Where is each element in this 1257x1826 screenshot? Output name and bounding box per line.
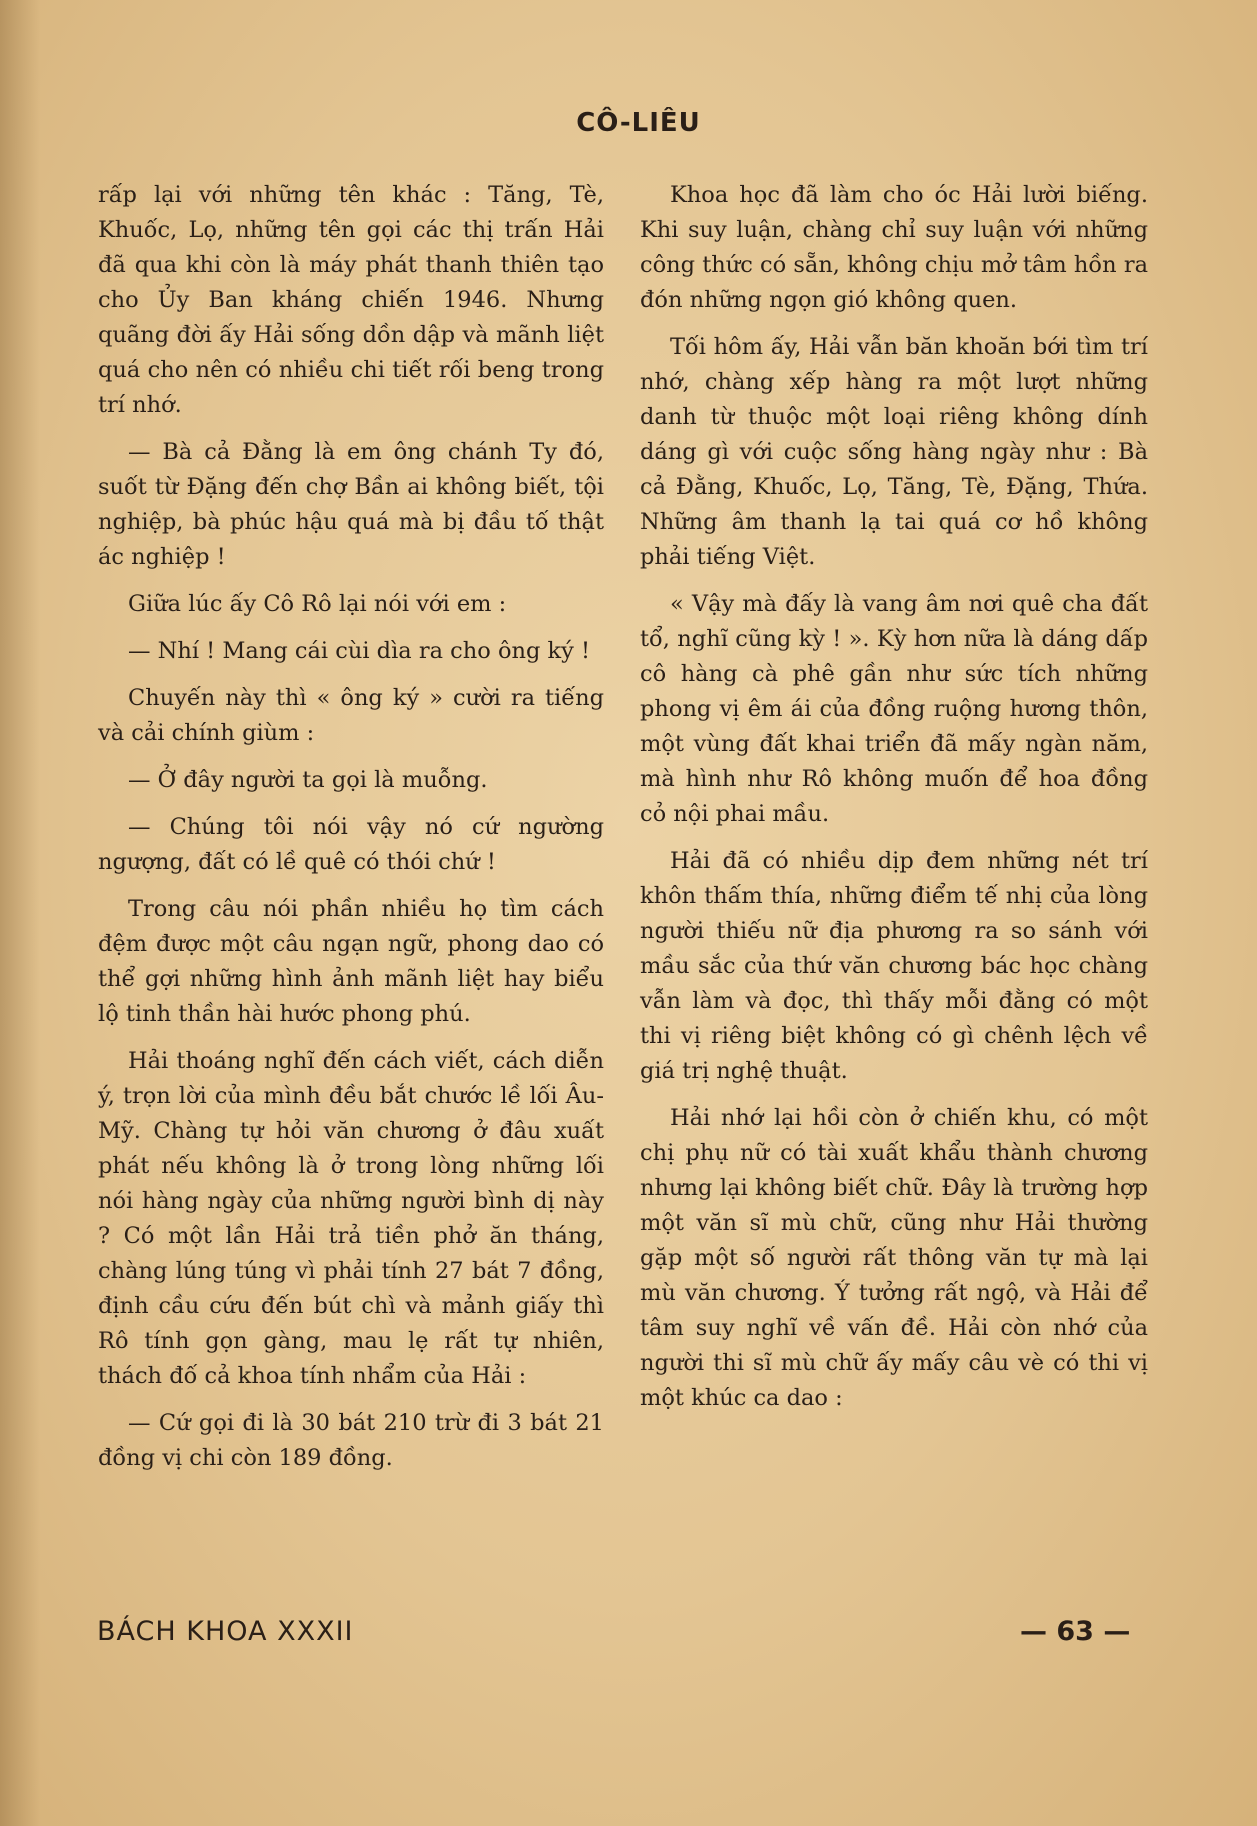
paragraph: Tối hôm ấy, Hải vẫn băn khoăn bới tìm trí nhớ, chàng xếp hàng ra một lượt những danh từ thuộc một loại riêng không dính dáng gì với cuộc sống hàng ngày như : Bà cả Đằng, Khuốc, Lọ, Tăng, Tè, Đặng, Thứa. Những âm thanh lạ tai quá cơ hồ không phải tiếng Việt.	[640, 334, 1148, 570]
right-column	[640, 178, 1148, 1428]
page-edge-shadow	[0, 0, 40, 1826]
page-number: — 63 —	[1020, 1616, 1131, 1647]
paragraph: — Chúng tôi nói vậy nó cứ ngường ngượng, đất có lề quê có thói chứ !	[98, 814, 604, 875]
paragraph: Trong câu nói phần nhiều họ tìm cách đệm được một câu ngạn ngữ, phong dao có thể gợi những hình ảnh mãnh liệt hay biểu lộ tinh thần hài hước phong phú.	[98, 896, 604, 1027]
magazine-name: BÁCH KHOA XXXII	[97, 1616, 354, 1647]
paragraph: — Cứ gọi đi là 30 bát 210 trừ đi 3 bát 21 đồng vị chi còn 189 đồng.	[98, 1410, 604, 1471]
paragraph: — Ở đây người ta gọi là muỗng.	[128, 767, 488, 793]
paragraph: rấp lại với những tên khác : Tăng, Tè, Khuốc, Lọ, những tên gọi các thị trấn Hải đã qua khi còn là máy phát thanh thiên tạo cho Ủy Ban kháng chiến 1946. Nhưng quãng đời ấy Hải sống dồn dập và mãnh liệt quá cho nên có nhiều chi tiết rối beng trong trí nhớ.	[98, 182, 604, 418]
paragraph: Hải thoáng nghĩ đến cách viết, cách diễn ý, trọn lời của mình đều bắt chước lề lối Âu-Mỹ. Chàng tự hỏi văn chương ở đâu xuất phát nếu không là ở trong lòng những lối nói hàng ngày của những người bình dị này ? Có một lần Hải trả tiền phở ăn tháng, chàng lúng túng vì phải tính 27 bát 7 đồng, định cầu cứu đến bút chì và mảnh giấy thì Rô tính gọn gàng, mau lẹ rất tự nhiên, thách đố cả khoa tính nhẩm của Hải :	[98, 1048, 604, 1389]
paragraph: — Nhí ! Mang cái cùi dìa ra cho ông ký !	[128, 638, 591, 664]
paragraph: Giữa lúc ấy Cô Rô lại nói với em :	[128, 591, 507, 617]
paragraph: Hải nhớ lại hồi còn ở chiến khu, có một chị phụ nữ có tài xuất khẩu thành chương nhưng lại không biết chữ. Đây là trường hợp một văn sĩ mù chữ, cũng như Hải thường gặp một số người rất thông văn tự mà lại mù văn chương. Ý tưởng rất ngộ, và Hải để tâm suy nghĩ về vấn đề. Hải còn nhớ của người thi sĩ mù chữ ấy mấy câu vè có thi vị một khúc ca dao :	[640, 1105, 1148, 1411]
paragraph: « Vậy mà đấy là vang âm nơi quê cha đất tổ, nghĩ cũng kỳ ! ». Kỳ hơn nữa là dáng dấp cô hàng cà phê gần như sức tích những phong vị êm ái của đồng ruộng hương thôn, một vùng đất khai triển đã mấy ngàn năm, mà hình như Rô không muốn để hoa đồng cỏ nội phai mầu.	[640, 591, 1148, 827]
paragraph: Chuyến này thì « ông ký » cười ra tiếng và cải chính giùm :	[98, 685, 604, 746]
paragraph: Khoa học đã làm cho óc Hải lười biếng. Khi suy luận, chàng chỉ suy luận với những công thức có sẵn, không chịu mở tâm hồn ra đón những ngọn gió không quen.	[640, 182, 1148, 313]
paragraph: Hải đã có nhiều dịp đem những nét trí khôn thấm thía, những điểm tế nhị của lòng người thiếu nữ địa phương ra so sánh với mầu sắc của thứ văn chương bác học chàng vẫn làm và đọc, thì thấy mỗi đằng có một thi vị riêng biệt không có gì chênh lệch về giá trị nghệ thuật.	[640, 848, 1148, 1084]
paragraph: — Bà cả Đằng là em ông chánh Ty đó, suốt từ Đặng đến chợ Bần ai không biết, tội nghiệp, bà phúc hậu quá mà bị đầu tố thật ác nghiệp !	[98, 439, 604, 570]
running-header: CÔ-LIÊU	[576, 108, 701, 138]
left-column	[98, 178, 604, 1488]
